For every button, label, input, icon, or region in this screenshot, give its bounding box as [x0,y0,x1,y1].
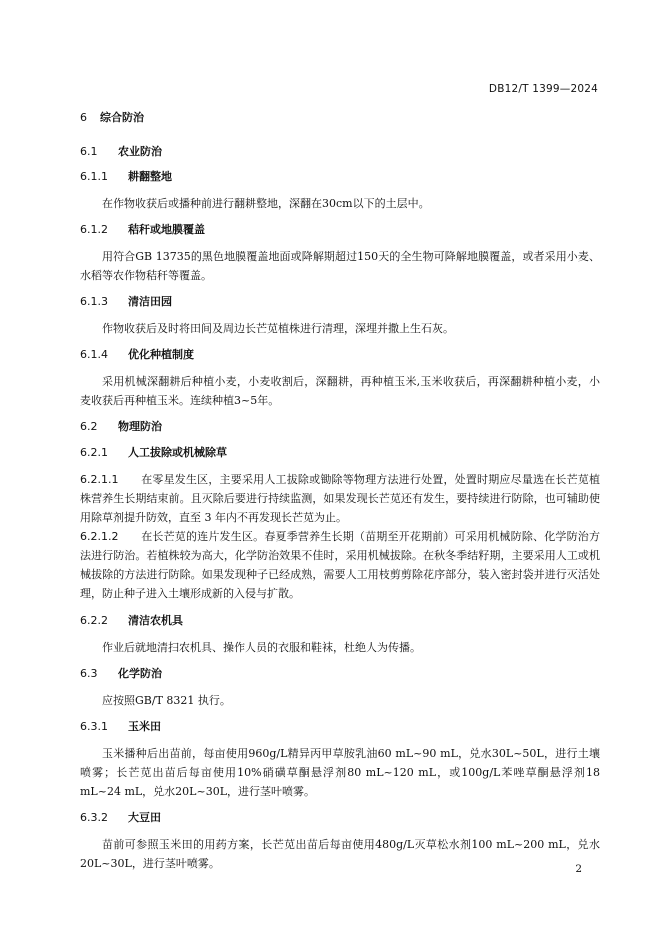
heading-number: 6.2.2 [80,614,108,627]
heading-6-2-1 [80,443,600,462]
heading-title: 耕翻整地 [128,170,172,183]
paragraph-6-3: 应按照GB/T 8321 执行。 [102,694,231,707]
heading-title: 秸秆或地膜覆盖 [128,223,205,236]
heading-number: 6.1 [80,145,98,158]
heading-title: 清洁田园 [128,295,172,308]
heading-title: 玉米田 [128,720,161,733]
heading-number: 6.3.2 [80,811,108,824]
heading-title: 物理防治 [118,420,162,433]
paragraph-6-1-3: 作物收获后及时将田间及周边长芒苋植株进行清理，深埋并撒上生石灰。 [102,322,454,335]
heading-6-3-2 [80,808,600,827]
heading-title: 综合防治 [100,111,144,124]
heading-6-1-3 [80,292,600,311]
clause-6-2-1-1 [80,470,600,527]
heading-6 [80,108,600,127]
paragraph-6-2-2: 作业后就地清扫农机具、操作人员的衣服和鞋袜，杜绝人为传播。 [102,641,421,654]
heading-6-1 [80,142,600,161]
heading-number: 6 [80,111,87,124]
paragraph-6-3-2: 苗前可参照玉米田的用药方案，长芒苋出苗后每亩使用480g/L灭草松水剂100 mL~200 mL，兑水20L~30L，进行茎叶喷雾。 [80,838,600,870]
heading-number: 6.2 [80,420,98,433]
document-code: DB12/T 1399—2024 [488,83,598,95]
heading-6-1-4 [80,345,600,364]
heading-6-2-2 [80,611,600,630]
paragraph-6-1-4: 采用机械深翻耕后种植小麦，小麦收割后，深翻耕，再种植玉米,玉米收获后，再深翻耕种植小麦，小麦收获后再种植玉米。连续种植3~5年。 [80,375,600,407]
clause-number: 6.2.1.2 [80,530,119,543]
page-number: 2 [575,863,582,875]
heading-title: 大豆田 [128,811,161,824]
clause-text: 在零星发生区，主要采用人工拔除或锄除等物理方法进行处置，处置时期应尽量选在长芒苋植株营养生长期结束前。且灭除后要进行持续监测，如果发现长芒苋还有发生，要持续进行防除，也可辅助使用除草剂提升防效，直至 3 年内不再发现长芒苋为止。 [80,473,600,524]
heading-title: 优化种植制度 [128,348,194,361]
heading-6-1-2 [80,220,600,239]
heading-number: 6.1.3 [80,295,108,308]
heading-6-3-1 [80,717,600,736]
heading-6-2 [80,417,600,436]
heading-number: 6.1.2 [80,223,108,236]
heading-number: 6.1.1 [80,170,108,183]
clause-number: 6.2.1.1 [80,473,119,486]
heading-6-1-1 [80,167,600,186]
document-body [80,108,600,873]
clause-text: 在长芒苋的连片发生区。春夏季营养生长期（苗期至开花期前）可采用机械防除、化学防治方法进行防治。若植株较为高大，化学防治效果不佳时，采用机械拔除。在秋冬季结籽期，主要采用人工或机械拔除的方法进行防除。如果发现种子已经成熟，需要人工用枝剪剪除花序部分，装入密封袋并进行灭活处理，防止种子进入土壤形成新的入侵与扩散。 [80,530,600,600]
heading-number: 6.2.1 [80,446,108,459]
paragraph-6-1-2: 用符合GB 13735的黑色地膜覆盖地面或降解期超过150天的全生物可降解地膜覆盖，或者采用小麦、水稻等农作物秸秆等覆盖。 [80,250,600,282]
heading-title: 清洁农机具 [128,614,183,627]
clause-6-2-1-2 [80,527,600,603]
heading-6-3 [80,664,600,683]
paragraph-6-3-1: 玉米播种后出苗前，每亩使用960g/L精异丙甲草胺乳油60 mL~90 mL，兑水30L~50L，进行土壤喷雾；长芒苋出苗后每亩使用10%硝磺草酮悬浮剂80 mL~120 mL，或100g/L苯唑草酮悬浮剂18 mL~24 mL，兑水20L~30L，进行茎叶喷雾。 [80,747,600,798]
heading-title: 农业防治 [118,145,162,158]
heading-title: 化学防治 [118,667,162,680]
paragraph-6-1-1: 在作物收获后或播种前进行翻耕整地，深翻在30cm以下的土层中。 [102,197,430,210]
heading-title: 人工拔除或机械除草 [128,446,227,459]
heading-number: 6.1.4 [80,348,108,361]
heading-number: 6.3.1 [80,720,108,733]
heading-number: 6.3 [80,667,98,680]
